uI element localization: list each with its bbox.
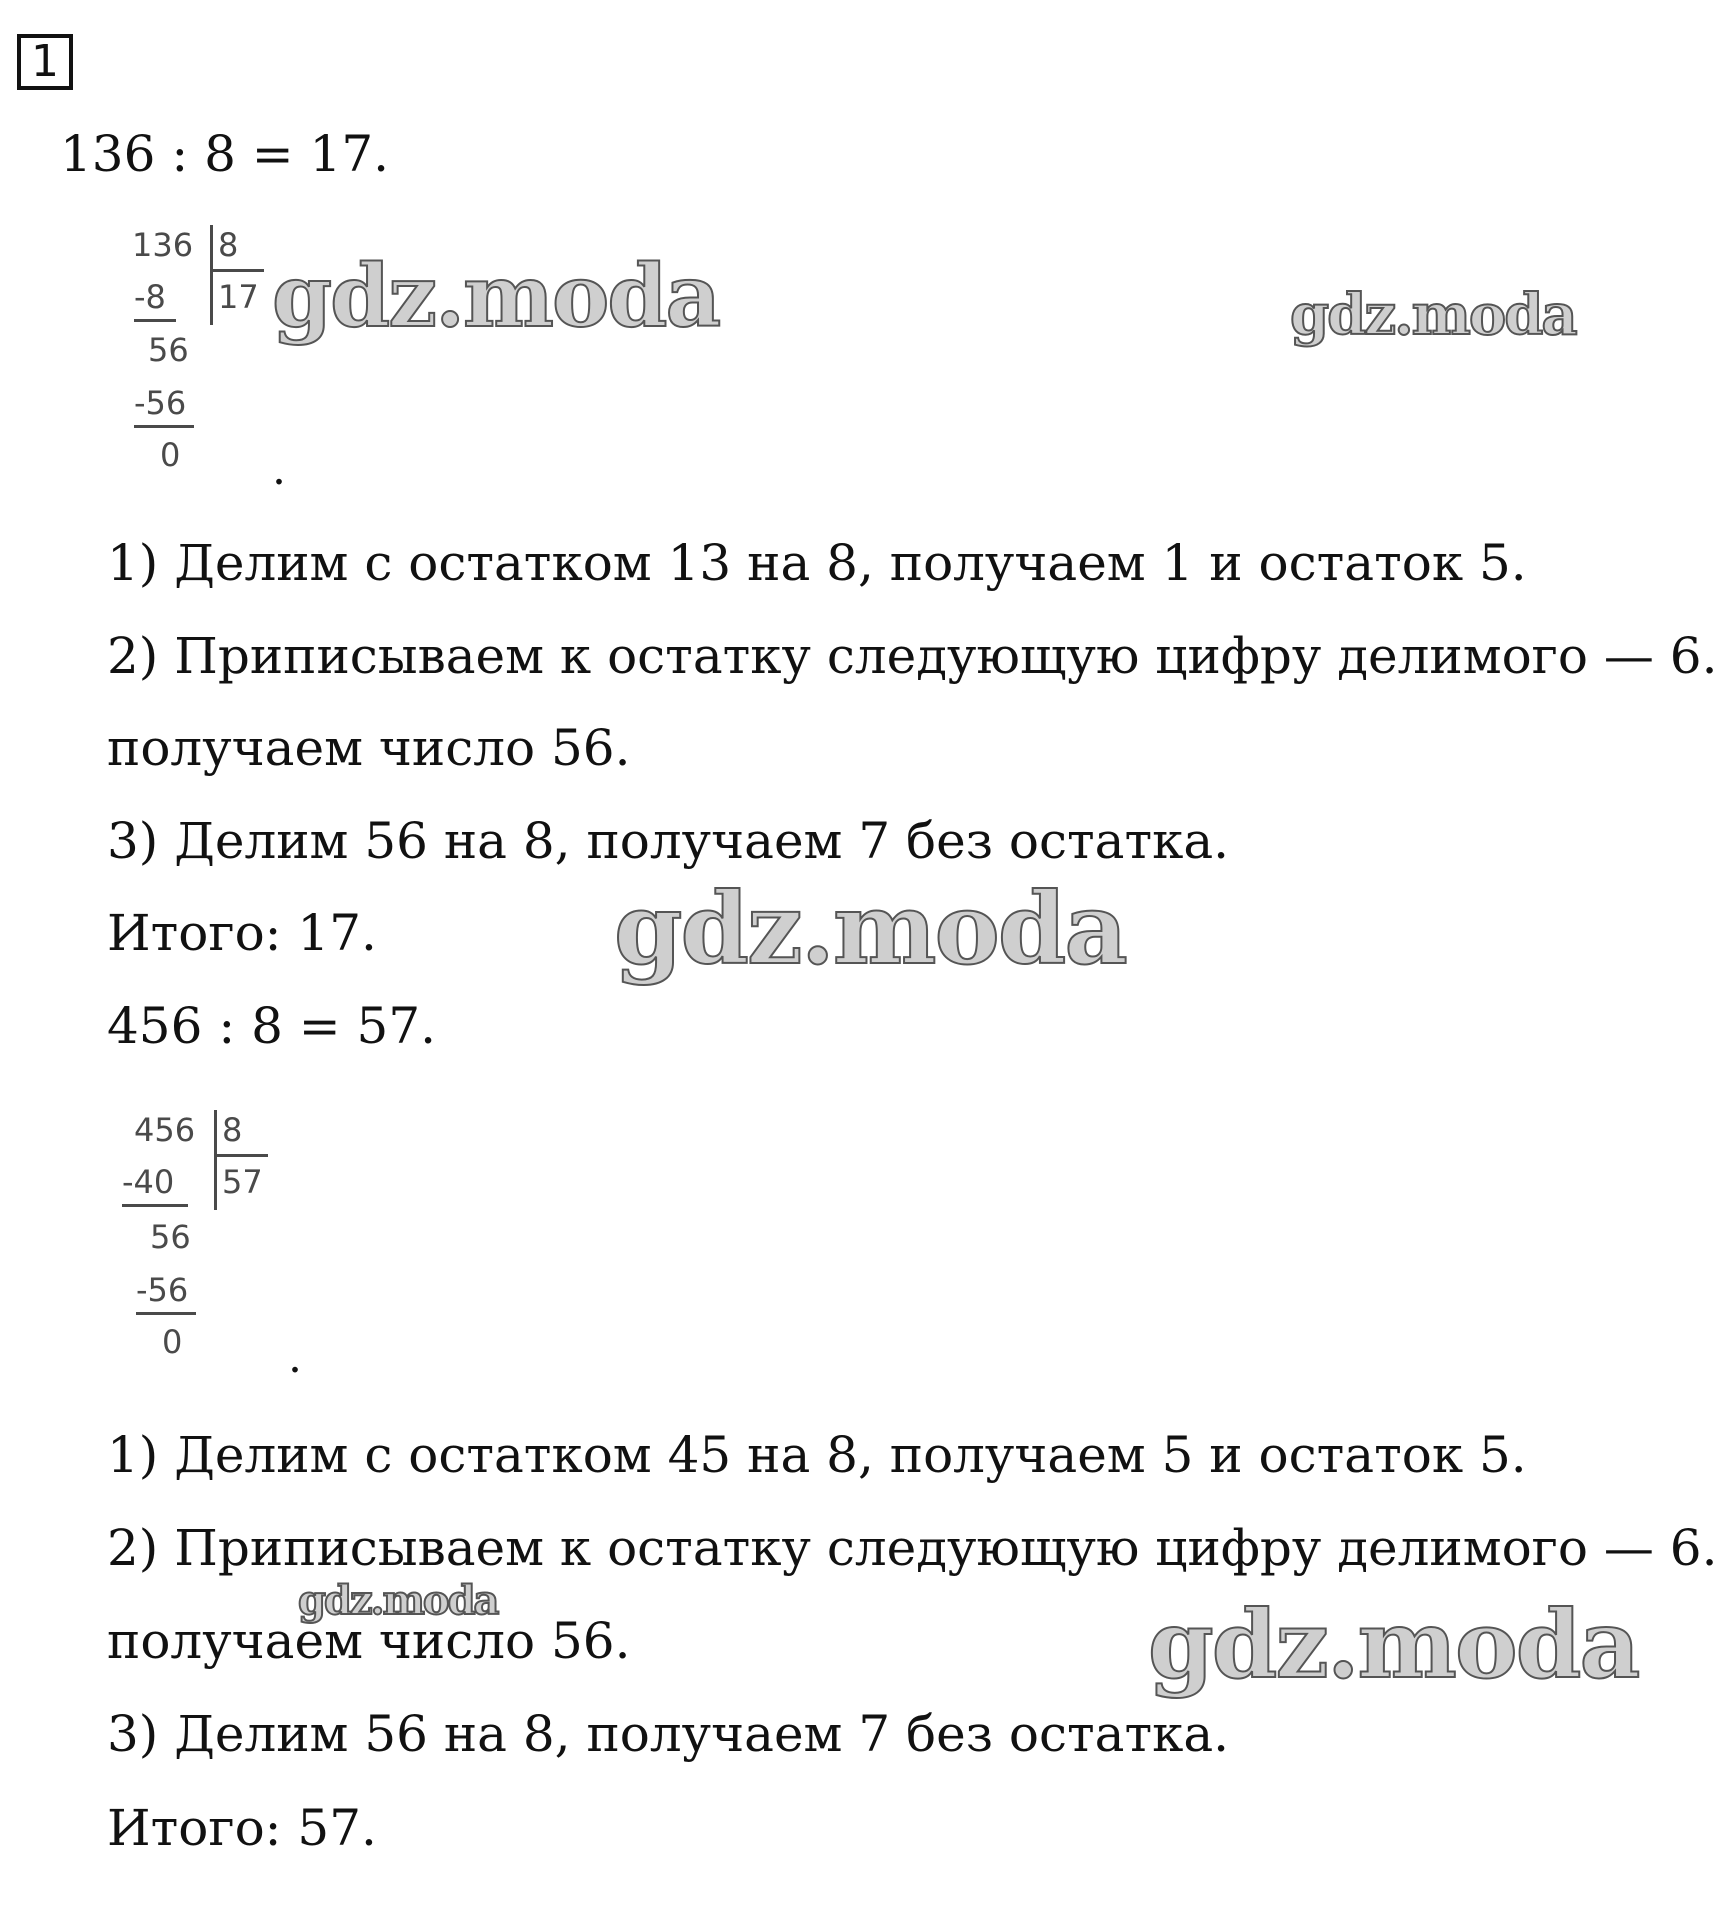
example2-dot: . — [288, 1332, 302, 1383]
example1-explanation-1: 1) Делим с остатком 13 на 8, получаем 1 и остаток 5. — [107, 534, 1527, 592]
ld2-divider-vertical — [214, 1110, 217, 1210]
example1-explanation-3: получаем число 56. — [107, 719, 631, 777]
example1-total: Итого: 17. — [107, 904, 377, 962]
example1-long-division — [120, 225, 280, 485]
ld2-step-3-underline — [136, 1312, 196, 1315]
watermark: gdz.moda — [614, 872, 1126, 987]
ld1-dividend: 136 — [132, 226, 194, 264]
ld1-step-1-underline — [134, 319, 176, 322]
example1-equation: 136 : 8 = 17. — [60, 125, 390, 183]
ld2-step-1: -40 — [122, 1163, 175, 1201]
example1-dot: . — [272, 444, 286, 495]
ld2-divisor: 8 — [222, 1111, 243, 1149]
watermark: gdz.moda — [272, 246, 720, 347]
example2-explanation-1: 1) Делим с остатком 45 на 8, получаем 5 и остаток 5. — [107, 1426, 1527, 1484]
ld1-step-3: -56 — [134, 384, 187, 422]
ld1-step-3-underline — [134, 425, 194, 428]
watermark: gdz.moda — [1290, 282, 1576, 348]
task-number-badge: 1 — [17, 34, 73, 90]
ld2-step-4: 0 — [162, 1323, 183, 1361]
ld2-dividend: 456 — [134, 1111, 196, 1149]
ld1-divisor: 8 — [218, 226, 239, 264]
ld1-quotient: 17 — [218, 278, 259, 316]
ld2-step-3: -56 — [136, 1271, 189, 1309]
example2-equation: 456 : 8 = 57. — [107, 997, 437, 1055]
watermark: gdz.moda — [1148, 1590, 1639, 1700]
watermark: gdz.moda — [298, 1577, 498, 1624]
example2-long-division — [120, 1110, 280, 1370]
ld2-step-1-underline — [122, 1204, 188, 1207]
example1-explanation-4: 3) Делим 56 на 8, получаем 7 без остатка. — [107, 812, 1230, 870]
ld1-step-1: -8 — [134, 278, 166, 316]
ld1-step-2: 56 — [148, 331, 189, 369]
ld2-step-2: 56 — [150, 1218, 191, 1256]
ld2-quotient: 57 — [222, 1163, 263, 1201]
ld2-divisor-underline — [216, 1154, 268, 1157]
ld1-step-4: 0 — [160, 436, 181, 474]
ld1-divisor-underline — [212, 269, 264, 272]
example2-explanation-2: 2) Приписываем к остатку следующую цифру делимого — 6. — [107, 1519, 1718, 1577]
example2-total: Итого: 57. — [107, 1799, 377, 1857]
example2-explanation-4: 3) Делим 56 на 8, получаем 7 без остатка. — [107, 1705, 1230, 1763]
example2-explanation-3: получаем число 56. — [107, 1612, 631, 1670]
ld1-divider-vertical — [210, 225, 213, 325]
example1-explanation-2: 2) Приписываем к остатку следующую цифру делимого — 6. — [107, 627, 1718, 685]
